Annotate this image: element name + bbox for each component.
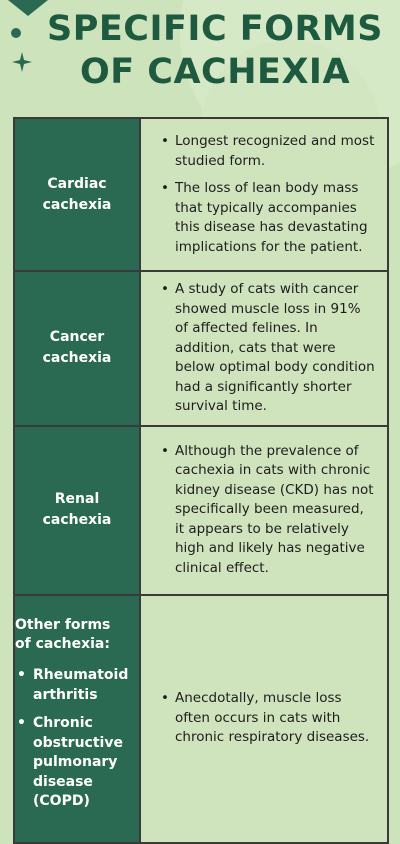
row-description-cell bbox=[140, 426, 388, 595]
list-item: • Chronic obstructive pulmonary disease (COPD) bbox=[15, 714, 139, 812]
sparkle-icon bbox=[12, 52, 32, 72]
row-label: Cardiac cachexia bbox=[42, 175, 112, 213]
table-row bbox=[14, 426, 388, 595]
bullet-list bbox=[141, 272, 387, 425]
row-description-cell bbox=[140, 118, 388, 271]
page-title: SPECIFIC FORMS OF CACHEXIA bbox=[47, 9, 383, 92]
row-label-cell bbox=[14, 595, 140, 843]
other-forms-title: Other forms of cachexia: bbox=[15, 617, 111, 653]
list-item: • Anecdotally, muscle loss often occurs in cats with chronic respiratory diseases. bbox=[161, 689, 377, 748]
list-item: • Although the prevalence of cachexia in cats with chronic kidney disease (CKD) has not specifically been measured, it appears to be relatively high and likely has negative clinical effect. bbox=[161, 442, 377, 579]
row-description-cell bbox=[140, 595, 388, 843]
table-row bbox=[14, 118, 388, 271]
row-label: Renal cachexia bbox=[42, 491, 112, 528]
other-forms-list bbox=[15, 666, 139, 812]
row-description-cell bbox=[140, 271, 388, 426]
bullet-list bbox=[141, 681, 387, 756]
bullet-list bbox=[141, 124, 387, 265]
row-label-cell bbox=[14, 426, 140, 595]
dot-decoration-icon bbox=[11, 28, 21, 38]
list-item: • The loss of lean body mass that typically accompanies this disease has devastating implications for the patient. bbox=[161, 179, 377, 257]
table-row bbox=[14, 271, 388, 426]
table-row bbox=[14, 595, 388, 843]
row-label: Cancer cachexia bbox=[42, 329, 112, 367]
list-item: • A study of cats with cancer showed muscle loss in 91% of affected felines. In addition, cats that were below optimal body condition had a significantly shorter survival time. bbox=[161, 280, 377, 417]
row-label-cell bbox=[14, 271, 140, 426]
cachexia-forms-table bbox=[13, 117, 389, 844]
row-label-cell bbox=[14, 118, 140, 271]
list-item: • Rheumatoid arthritis bbox=[15, 666, 139, 705]
list-item: • Longest recognized and most studied form. bbox=[161, 132, 377, 171]
bullet-list bbox=[141, 434, 387, 587]
